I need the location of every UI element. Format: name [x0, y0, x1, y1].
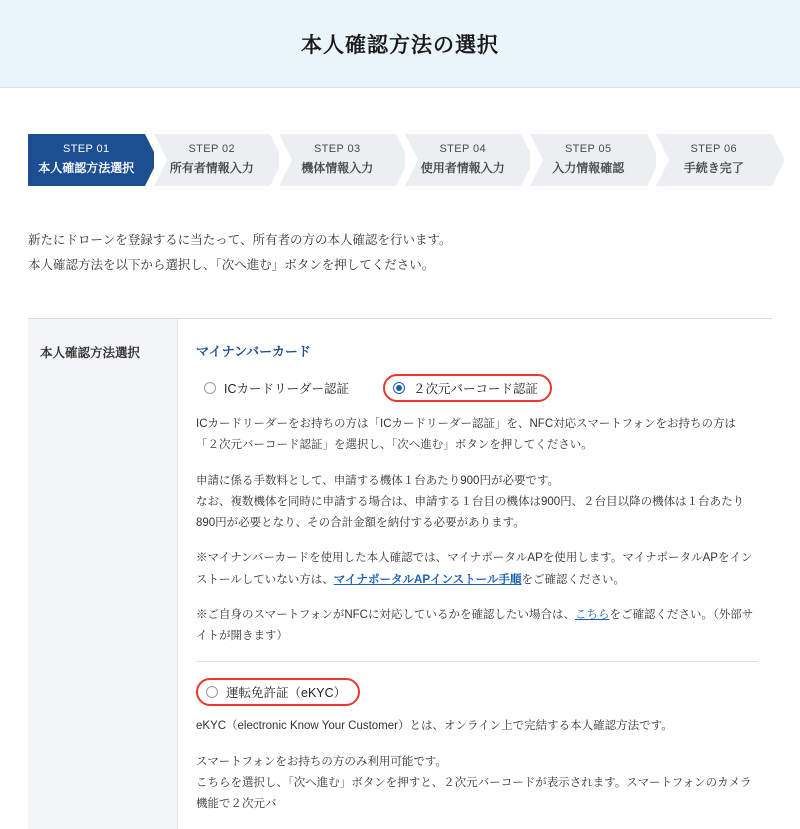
- ekyc-usage-line-2: こちらを選択し、「次へ進む」ボタンを押すと、２次元バーコードが表示されます。スマートフォンのカメラ機能で２次元バ: [196, 776, 752, 811]
- ekyc-radio-group: [196, 678, 758, 706]
- myna-portal-text-after: をご確認ください。: [521, 573, 625, 586]
- nfc-text-before: ※ご自身のスマートフォンがNFCに対応しているかを確認したい場合は、: [196, 608, 575, 621]
- section-title-mynumber: マイナンバーカード: [196, 344, 311, 359]
- step-label: 入力情報確認: [552, 161, 625, 176]
- step-number: STEP 03: [313, 143, 361, 156]
- radio-dot-icon[interactable]: [204, 382, 216, 394]
- page-title: 本人確認方法の選択: [301, 33, 499, 57]
- step-label: 所有者情報入力: [169, 161, 254, 176]
- intro-line-1: 新たにドローンを登録するに当たって、所有者の方の本人確認を行います。: [28, 233, 452, 247]
- stepper-container: [0, 88, 800, 186]
- paragraph-fee: [196, 471, 758, 535]
- step-label: 手続き完了: [683, 161, 744, 176]
- verification-method-panel: [28, 318, 772, 829]
- section-divider: [196, 661, 758, 662]
- paragraph-myna-portal: [196, 548, 758, 591]
- radio-label: ICカードリーダー認証: [224, 382, 350, 396]
- step-item-1[interactable]: [28, 134, 145, 186]
- step-item-6[interactable]: [656, 134, 773, 186]
- panel-body: [178, 319, 772, 829]
- myna-portal-text-before: ※マイナンバーカードを使用した本人確認では、マイナポータルAPを使用します。マイナポータルAPをインストールしていない方は、: [196, 552, 753, 586]
- ekyc-usage-line-1: スマートフォンをお持ちの方のみ利用可能です。: [196, 755, 447, 768]
- mynumber-radio-group: [196, 374, 758, 402]
- step-number: STEP 01: [62, 143, 110, 156]
- myna-portal-install-link[interactable]: マイナポータルAPインストール手順: [333, 573, 522, 586]
- step-label: 機体情報入力: [301, 161, 374, 176]
- step-item-2[interactable]: [154, 134, 271, 186]
- paragraph-ekyc-usage: [196, 752, 758, 816]
- page-header: [0, 0, 800, 88]
- stepper: [28, 134, 772, 186]
- paragraph-nfc-check: [196, 605, 758, 648]
- radio-option-2d-barcode[interactable]: [383, 374, 552, 402]
- radio-option-ic-card-reader[interactable]: [196, 375, 357, 401]
- radio-option-ekyc[interactable]: [196, 678, 360, 706]
- radio-label: 運転免許証（eKYC）: [226, 686, 347, 701]
- paragraph-ekyc-definition: eKYC（electronic Know Your Customer）とは、オンライン上で完結する本人確認方法です。: [196, 720, 673, 733]
- step-item-3[interactable]: [279, 134, 396, 186]
- step-item-4[interactable]: [405, 134, 522, 186]
- step-number: STEP 02: [188, 143, 236, 156]
- nfc-text-after: をご確認ください。（外部サイトが開きます）: [196, 608, 754, 643]
- intro-text: [0, 186, 800, 278]
- paragraph-instruction: ICカードリーダーをお持ちの方は「ICカードリーダー認証」を、NFC対応スマートフォンをお持ちの方は「２次元バーコード認証」を選択し、「次へ進む」ボタンを押してください。: [196, 418, 736, 452]
- step-label: 使用者情報入力: [420, 161, 505, 176]
- step-label: 本人確認方法選択: [38, 161, 135, 176]
- step-number: STEP 06: [690, 143, 738, 156]
- fee-line-2: なお、複数機体を同時に申請する場合は、申請する１台目の機体は900円、２台目以降の機体は１台あたり890円が必要となり、その合計金額を納付する必要があります。: [196, 495, 745, 530]
- fee-line-1: 申請に係る手数料として、申請する機体１台あたり900円が必要です。: [196, 474, 560, 487]
- radio-dot-icon[interactable]: [206, 686, 218, 698]
- step-number: STEP 05: [564, 143, 612, 156]
- intro-line-2: 本人確認方法を以下から選択し、「次へ進む」ボタンを押してください。: [28, 258, 435, 272]
- step-item-5[interactable]: [530, 134, 647, 186]
- nfc-check-link[interactable]: こちら: [574, 608, 610, 621]
- panel-label: 本人確認方法選択: [28, 319, 178, 829]
- step-number: STEP 04: [439, 143, 487, 156]
- radio-label: ２次元バーコード認証: [413, 382, 539, 396]
- radio-dot-checked-icon[interactable]: [393, 382, 405, 394]
